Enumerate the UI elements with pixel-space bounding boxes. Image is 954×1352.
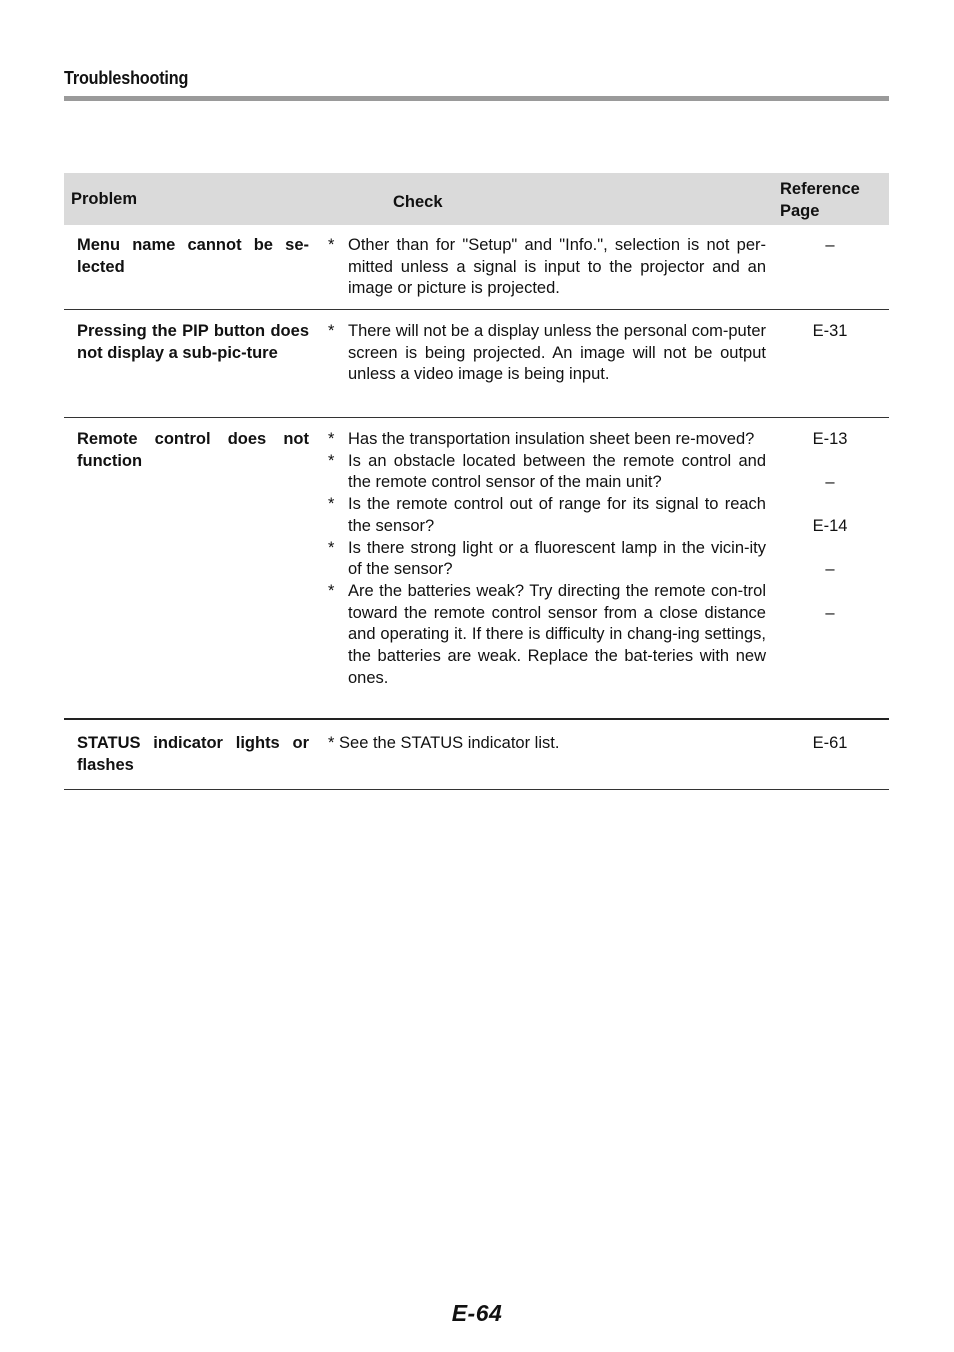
column-header-check: Check	[393, 193, 443, 211]
reference-page: –	[825, 473, 835, 492]
reference-page: E-31	[812, 322, 848, 340]
check-text: Is the remote control out of range for its signal to reach the sensor?	[348, 495, 766, 535]
reference-page: –	[825, 560, 835, 579]
table-row	[64, 225, 889, 310]
bullet-marker: *	[328, 538, 335, 557]
bullet-marker: *	[328, 236, 335, 254]
check-list	[328, 235, 766, 300]
bullet-marker: *	[328, 430, 335, 448]
check-item	[328, 321, 766, 386]
reference-page: E-14	[812, 516, 848, 535]
check-item	[328, 451, 766, 494]
reference-cell	[798, 429, 862, 646]
table-row	[64, 418, 889, 720]
bullet-marker: *	[328, 734, 335, 752]
reference-page: –	[825, 603, 835, 622]
reference-page: E-61	[812, 734, 848, 752]
column-header-reference-line1: Reference	[780, 180, 860, 198]
reference-page: E-13	[812, 430, 848, 448]
check-list	[328, 429, 766, 689]
check-item	[328, 581, 766, 690]
check-text: See the STATUS indicator list.	[339, 734, 560, 752]
column-header-problem: Problem	[71, 190, 138, 208]
reference-cell	[798, 733, 862, 755]
check-text: Has the transportation insulation sheet been re-moved?	[348, 430, 755, 448]
bullet-marker: *	[328, 581, 335, 600]
problem-cell: STATUS indicator lights or flashes	[77, 734, 309, 774]
problem-cell: Remote control does not function	[77, 430, 309, 470]
check-text: There will not be a display unless the personal com-puter screen is being projected. An image will not be output unless a video image is being input.	[348, 322, 766, 384]
reference-cell	[798, 321, 862, 343]
check-item	[328, 235, 766, 300]
table-row	[64, 720, 889, 790]
check-text: Is an obstacle located between the remote control and the remote control sensor of the main unit?	[348, 451, 766, 492]
check-item	[328, 429, 766, 451]
check-item	[328, 538, 766, 581]
problem-cell: Menu name cannot be se-lected	[77, 236, 309, 276]
title-rule	[64, 96, 889, 101]
troubleshooting-table	[64, 173, 889, 790]
column-header-reference-line2: Page	[780, 202, 820, 220]
page-number: E-64	[451, 1300, 503, 1326]
bullet-marker: *	[328, 495, 335, 514]
reference-cell	[798, 235, 862, 257]
check-list	[328, 733, 766, 755]
column-header-reference-page	[780, 178, 880, 222]
section-title: Troubleshooting	[64, 68, 189, 88]
check-list	[328, 321, 766, 386]
check-text: Are the batteries weak? Try directing the remote con-trol toward the remote control sensor from a close distance and operating it. If there is difficulty in chang-ing settings, the batteries are weak. Replace the bat-teries with new ones.	[348, 581, 766, 687]
check-item	[328, 733, 766, 755]
table-row	[64, 310, 889, 418]
check-text: Other than for "Setup" and "Info.", selection is not per-mitted unless a signal is input to the projector and an image or picture is projected.	[348, 236, 766, 298]
table-header	[64, 173, 889, 225]
reference-page: –	[825, 236, 835, 254]
bullet-marker: *	[328, 322, 335, 340]
problem-cell: Pressing the PIP button does not display a sub-pic-ture	[77, 322, 309, 362]
check-text: Is there strong light or a fluorescent lamp in the vicin-ity of the sensor?	[348, 538, 766, 579]
check-item	[328, 494, 766, 537]
bullet-marker: *	[328, 451, 335, 470]
